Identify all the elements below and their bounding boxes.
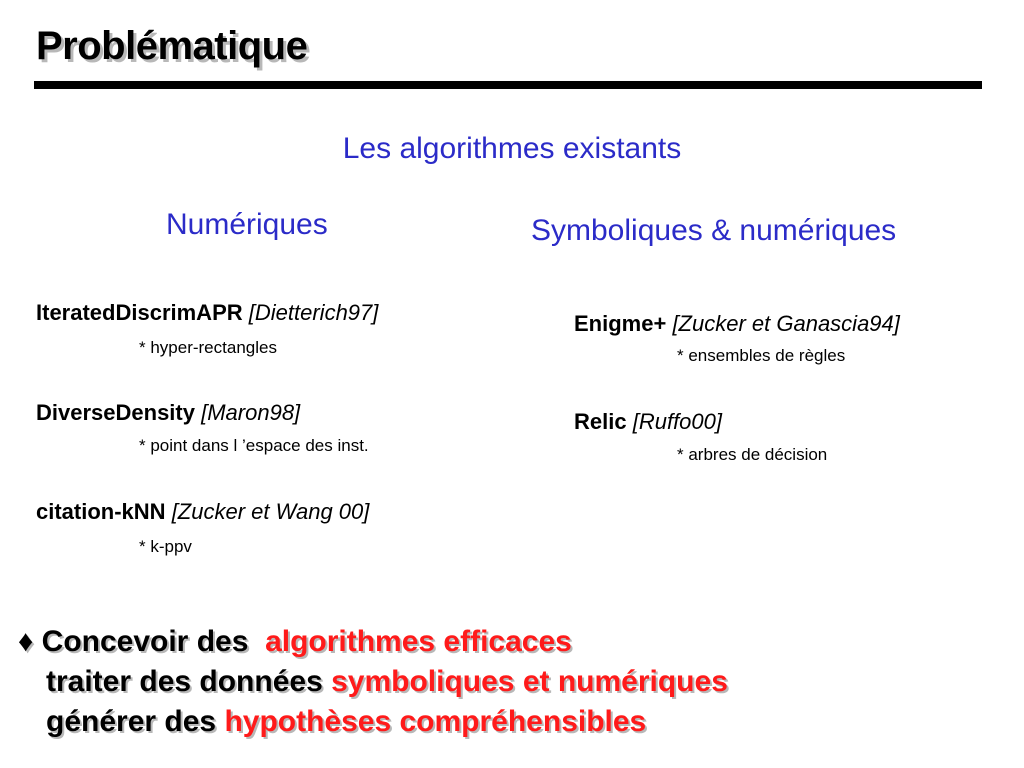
algorithm-name: citation-kNN — [36, 499, 166, 524]
subtitle: Les algorithmes existants — [342, 132, 682, 165]
algorithm-entry — [574, 311, 900, 337]
algorithm-ref: [Maron98] — [201, 400, 301, 425]
algorithm-entry — [574, 409, 722, 435]
conclusion-line-1 — [18, 622, 728, 662]
conclusion-line-2 — [18, 662, 728, 702]
title-underline — [34, 81, 982, 89]
algorithm-note: * hyper-rectangles — [139, 338, 277, 357]
algorithm-ref: [Ruffo00] — [632, 409, 722, 434]
conclusion-highlight: symboliques et numériques — [331, 665, 728, 698]
column-heading-symboliques: Symboliques & numériques — [531, 214, 897, 247]
algorithm-ref: [Dietterich97] — [248, 300, 379, 325]
slide-title: Problématique — [36, 24, 308, 68]
algorithm-entry — [36, 300, 378, 326]
algorithm-name: Relic — [574, 409, 627, 434]
algorithm-name: DiverseDensity — [36, 400, 195, 425]
algorithm-name: Enigme+ — [574, 311, 667, 336]
column-heading-numeriques: Numériques — [166, 208, 328, 241]
diamond-bullet-icon: ♦ — [18, 625, 34, 658]
algorithm-entry — [36, 499, 369, 525]
algorithm-note: * arbres de décision — [677, 445, 828, 464]
algorithm-note: * point dans l ’espace des inst. — [139, 436, 369, 455]
algorithm-note: * k-ppv — [139, 537, 192, 556]
algorithm-note: * ensembles de règles — [677, 346, 846, 365]
conclusion-text: générer des — [46, 705, 217, 738]
conclusion-text: traiter des données — [46, 665, 323, 698]
algorithm-ref: [Zucker et Ganascia94] — [672, 311, 900, 336]
algorithm-entry — [36, 400, 300, 426]
algorithm-name: IteratedDiscrimAPR — [36, 300, 243, 325]
conclusion-line-3 — [18, 702, 728, 742]
conclusion-text: Concevoir des — [41, 625, 249, 658]
conclusion-highlight: algorithmes efficaces — [265, 625, 572, 658]
conclusion-highlight: hypothèses compréhensibles — [224, 705, 647, 738]
conclusion-block — [18, 622, 728, 742]
algorithm-ref: [Zucker et Wang 00] — [171, 499, 370, 524]
